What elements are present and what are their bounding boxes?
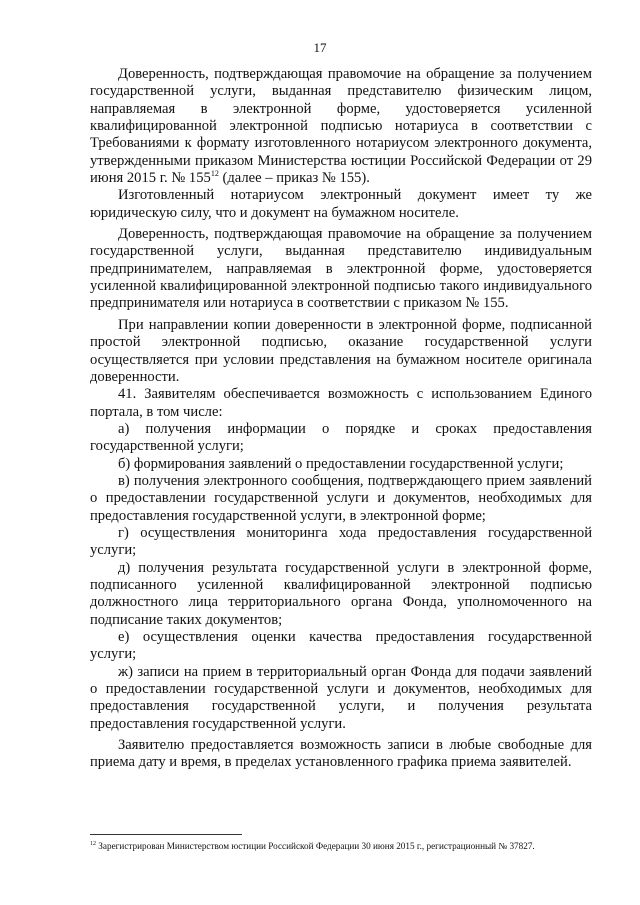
list-item-v: в) получения электронного сообщения, подтверждающего прием заявлений о предоставлении государственной услуги и документов, необходимых для предоставления государственной услуги, в электронной форме; bbox=[90, 472, 592, 524]
list-item-a: а) получения информации о порядке и сроках предоставления государственной услуги; bbox=[90, 420, 592, 455]
page-number: 17 bbox=[313, 40, 327, 55]
paragraph-text: Доверенность, подтверждающая правомочие на обращение за получением государственной услуги, выданная представителю физическим лицом, направляемая в электронной форме, удостоверяется усиленной квалифицированной электронной подписью нотариуса в соответствии с Требованиями к формату изготовленного нотариусом электронного документа, утвержденными приказом Министерства юстиции Российской Федерации от 29 июня 2015 г. № 155 bbox=[90, 66, 592, 187]
paragraph-simple-signature: При направлении копии доверенности в электронной форме, подписанной простой электронной подписью, оказание государственной услуги осуществляется при условии представления на бумажном носителе оригинала доверенности. bbox=[90, 316, 592, 385]
list-item-b: б) формирования заявлений о предоставлении государственной услуги; bbox=[118, 455, 564, 472]
footnote-text: Зарегистрирован Министерством юстиции Российской Федерации 30 июня 2015 г., регистрационный № 37827. bbox=[96, 841, 535, 851]
paragraph-legal-force: Изготовленный нотариусом электронный документ имеет ту же юридическую силу, что и документ на бумажном носителе. bbox=[90, 187, 592, 221]
paragraph-appointment: Заявителю предоставляется возможность записи в любые свободные для приема дату и время, в пределах установленного графика приема заявителей. bbox=[90, 737, 592, 771]
footnote-marker: 12 bbox=[90, 840, 96, 847]
list-item-e: е) осуществления оценки качества предоставления государственной услуги; bbox=[90, 629, 592, 663]
paragraph-entrepreneur-power-of-attorney: Доверенность, подтверждающая правомочие на обращение за получением государственной услуги, выданная представителю индивидуальным предпринимателем, направляемая в электронной форме, удостоверяется усиленной квалифицированной электронной подписью такого индивидуального предпринимателя или нотариуса в соответствии с приказом № 155. bbox=[90, 226, 592, 312]
footnote-divider bbox=[90, 834, 242, 835]
list-item-zh: ж) записи на прием в территориальный орган Фонда для подачи заявлений о предоставлении государственной услуги и документов, необходимых для предоставления государственной услуги, и получения результата предоставления государственной услуги. bbox=[90, 663, 592, 732]
footnote bbox=[90, 840, 600, 852]
paragraph-text-tail: (далее – приказ № 155). bbox=[218, 170, 370, 187]
list-item-d: д) получения результата государственной услуги в электронной форме, подписанного усиленной квалифицированной электронной подписью должностного лица территориального органа Фонда, уполномоченного на подписание таких документов; bbox=[90, 559, 592, 628]
paragraph-notary-power-of-attorney bbox=[90, 66, 592, 187]
footnote-reference: 12 bbox=[210, 169, 219, 179]
paragraph-clause-41: 41. Заявителям обеспечивается возможность с использованием Единого портала, в том числе: bbox=[90, 386, 592, 420]
list-item-g: г) осуществления мониторинга хода предоставления государственной услуги; bbox=[90, 524, 592, 559]
document-body bbox=[90, 66, 592, 772]
